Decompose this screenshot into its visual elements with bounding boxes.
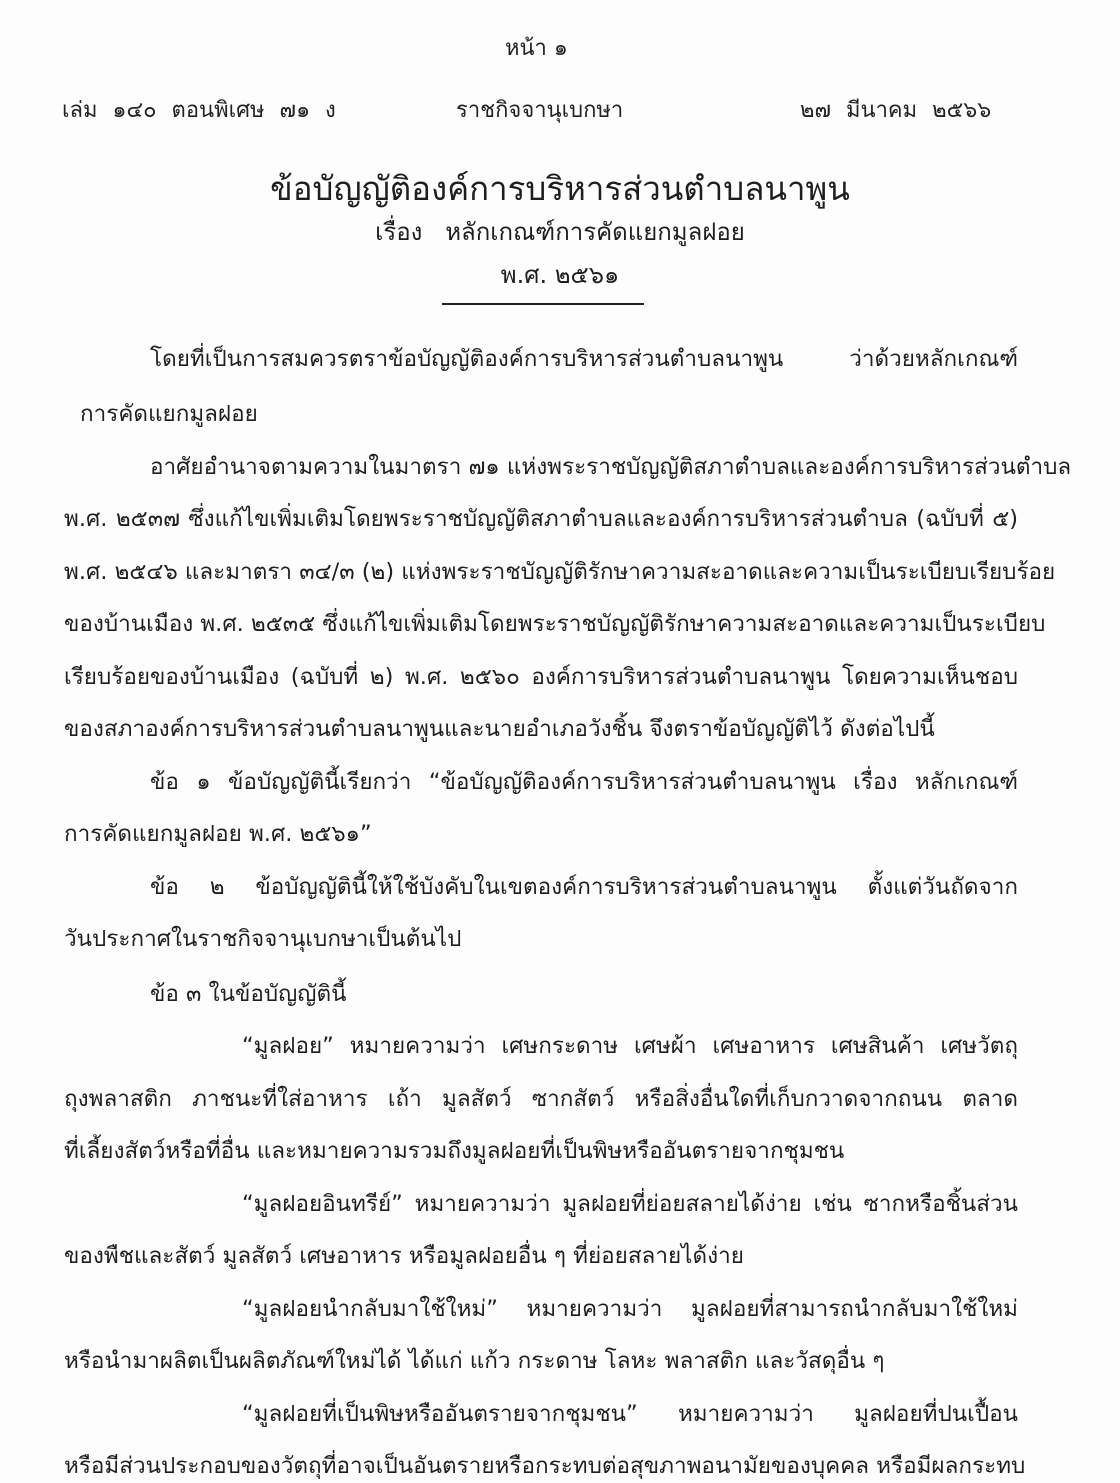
definition-hazardous-waste: “มูลฝอยที่เป็นพิษหรืออันตรายจากชุมชน” หมายความว่า มูลฝอยที่ปนเปื้อน bbox=[242, 1401, 1018, 1427]
clause-2: ข้อ ๒ ข้อบัญญัตินี้ให้ใช้บังคับในเขตองค์การบริหารส่วนตำบลนาพูน ตั้งแต่วันถัดจาก bbox=[150, 874, 1018, 900]
publication-name: ราชกิจจานุเบกษา bbox=[456, 98, 624, 123]
body-line: อาศัยอำนาจตามความในมาตรา ๗๑ แห่งพระราชบัญญัติสภาตำบลและองค์การบริหารส่วนตำบล bbox=[150, 454, 1072, 480]
clause-1: ข้อ ๑ ข้อบัญญัตินี้เรียกว่า “ข้อบัญญัติองค์การบริหารส่วนตำบลนาพูน เรื่อง หลักเกณฑ์ bbox=[150, 769, 1018, 795]
body-line: ของบ้านเมือง พ.ศ. ๒๕๓๕ ซึ่งแก้ไขเพิ่มเติมโดยพระราชบัญญัติรักษาความสะอาดและความเป็นระเบียบ bbox=[64, 611, 1046, 637]
body-line: หรือนำมาผลิตเป็นผลิตภัณฑ์ใหม่ได้ ได้แก่ แก้ว กระดาษ โลหะ พลาสติก และวัสดุอื่น ๆ bbox=[64, 1348, 885, 1374]
page-number: หน้า ๑ bbox=[505, 36, 568, 61]
clause-3: ข้อ ๓ ในข้อบัญญัตินี้ bbox=[150, 981, 347, 1007]
body-line: หรือมีส่วนประกอบของวัตถุที่อาจเป็นอันตรายหรือกระทบต่อสุขภาพอนามัยของบุคคล หรือมีผลกระทบ bbox=[64, 1453, 1026, 1479]
body-line: ที่เลี้ยงสัตว์หรือที่อื่น และหมายความรวมถึงมูลฝอยที่เป็นพิษหรืออันตรายจากชุมชน bbox=[64, 1138, 845, 1164]
body-line: วันประกาศในราชกิจจานุเบกษาเป็นต้นไป bbox=[64, 926, 462, 952]
title-divider bbox=[442, 303, 644, 305]
body-line: การคัดแยกมูลฝอย พ.ศ. ๒๕๖๑” bbox=[64, 821, 372, 847]
volume-info: เล่ม ๑๔๐ ตอนพิเศษ ๗๑ ง bbox=[62, 98, 336, 123]
definition-recyclable-waste: “มูลฝอยนำกลับมาใช้ใหม่” หมายความว่า มูลฝอยที่สามารถนำกลับมาใช้ใหม่ bbox=[242, 1296, 1018, 1322]
body-line: พ.ศ. ๒๕๔๖ และมาตรา ๓๔/๓ (๒) แห่งพระราชบัญญัติรักษาความสะอาดและความเป็นระเบียบเรียบร้อย bbox=[64, 559, 1056, 585]
body-line: ของพืชและสัตว์ มูลสัตว์ เศษอาหาร หรือมูลฝอยอื่น ๆ ที่ย่อยสลายได้ง่าย bbox=[64, 1243, 744, 1269]
document-title: ข้อบัญญัติองค์การบริหารส่วนตำบลนาพูน bbox=[270, 169, 850, 208]
body-line: พ.ศ. ๒๕๓๗ ซึ่งแก้ไขเพิ่มเติมโดยพระราชบัญญัติสภาตำบลและองค์การบริหารส่วนตำบล (ฉบับที่ ๕) bbox=[64, 506, 1018, 532]
document-year: พ.ศ. ๒๕๖๑ bbox=[500, 261, 620, 289]
definition-waste: “มูลฝอย” หมายความว่า เศษกระดาษ เศษผ้า เศษอาหาร เศษสินค้า เศษวัตถุ bbox=[242, 1033, 1018, 1059]
body-line: ของสภาองค์การบริหารส่วนตำบลนาพูนและนายอำเภอวังชิ้น จึงตราข้อบัญญัติไว้ ดังต่อไปนี้ bbox=[64, 716, 935, 742]
body-line: โดยที่เป็นการสมควรตราข้อบัญญัติองค์การบริหารส่วนตำบลนาพูน ว่าด้วยหลักเกณฑ์ bbox=[150, 346, 1018, 372]
body-line: เรียบร้อยของบ้านเมือง (ฉบับที่ ๒) พ.ศ. ๒๕๖๐ องค์การบริหารส่วนตำบลนาพูน โดยความเห็นชอบ bbox=[64, 664, 1018, 690]
document-subject: เรื่อง หลักเกณฑ์การคัดแยกมูลฝอย bbox=[375, 218, 745, 246]
body-line: ถุงพลาสติก ภาชนะที่ใส่อาหาร เถ้า มูลสัตว์ ซากสัตว์ หรือสิ่งอื่นใดที่เก็บกวาดจากถนน ตลาด bbox=[64, 1086, 1018, 1112]
definition-organic-waste: “มูลฝอยอินทรีย์” หมายความว่า มูลฝอยที่ย่อยสลายได้ง่าย เช่น ซากหรือชิ้นส่วน bbox=[242, 1191, 1018, 1217]
body-line: การคัดแยกมูลฝอย bbox=[80, 401, 258, 427]
publication-date: ๒๗ มีนาคม ๒๕๖๖ bbox=[800, 98, 992, 123]
